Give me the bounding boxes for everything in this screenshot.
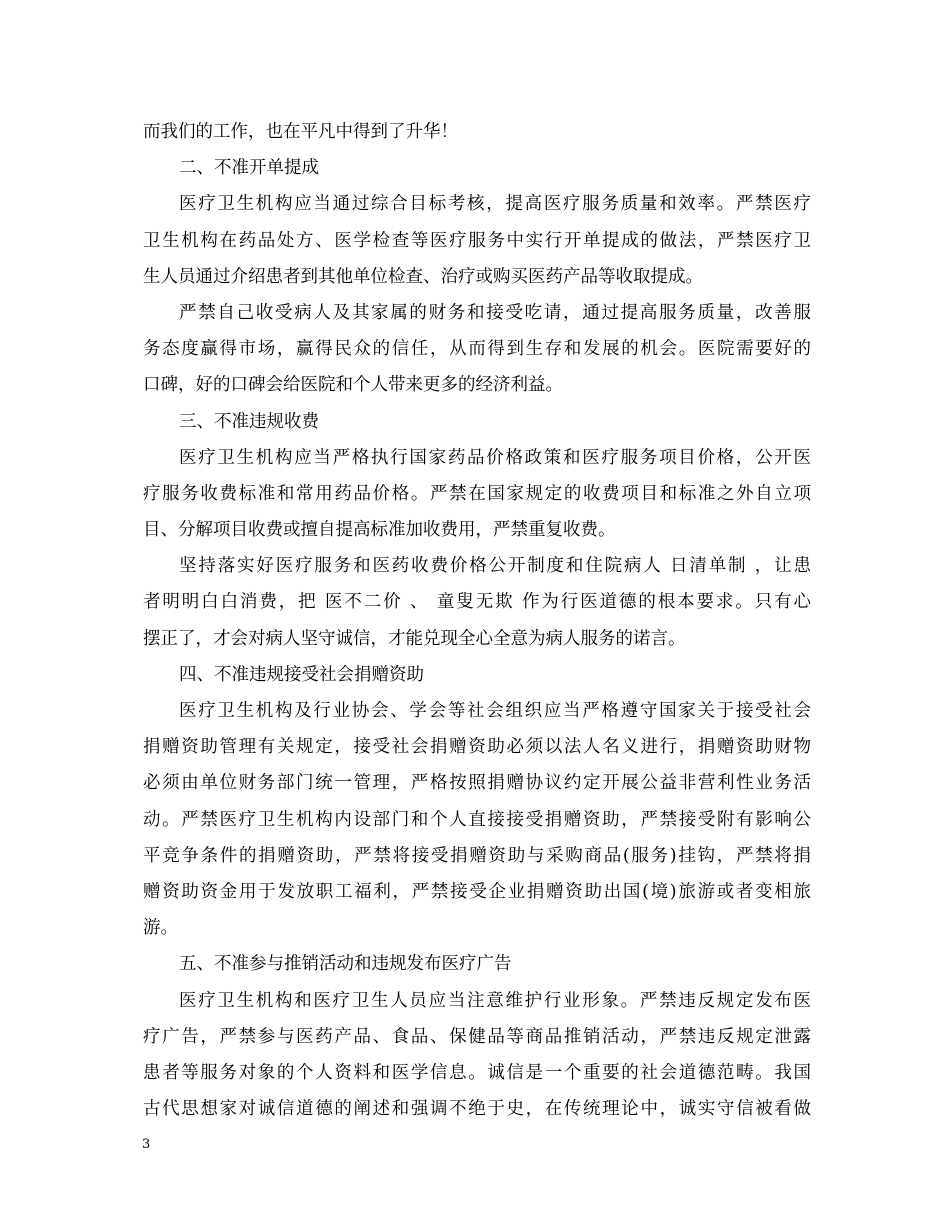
- text-line: 赠资助资金用于发放职工福利，严禁接受企业捐赠资助出国(境)旅游或者变相旅: [143, 881, 811, 902]
- text-line: 三、不准违规收费: [179, 411, 319, 432]
- text-line: 生人员通过介绍患者到其他单位检查、治疗或购买医药产品等收取提成。: [143, 266, 703, 287]
- text-line: 五、不准参与推销活动和违规发布医疗广告: [179, 954, 512, 975]
- text-line: 医疗卫生机构及行业协会、学会等社会组织应当严格遵守国家关于接受社会: [179, 701, 811, 721]
- text-line: 目、分解项目收费或擅自提高标准加收费用，严禁重复收费。: [143, 520, 616, 541]
- text-line: 卫生机构在药品处方、医学检查等医疗服务中实行开单提成的做法，严禁医疗卫: [143, 230, 811, 251]
- text-line: 医疗卫生机构应当通过综合目标考核，提高医疗服务质量和效率。严禁医疗: [179, 194, 811, 215]
- text-line: 医疗卫生机构和医疗卫生人员应当注意维护行业形象。严禁违反规定发布医: [179, 990, 811, 1011]
- document-body: [143, 114, 811, 1127]
- text-line: 医疗卫生机构应当严格执行国家药品价格政策和医疗服务项目价格，公开医: [179, 447, 811, 468]
- page-number: 3: [142, 1137, 151, 1152]
- text-line: 游。: [143, 918, 178, 939]
- text-line: 二、不准开单提成: [179, 158, 319, 179]
- text-line: 坚持落实好医疗服务和医药收费价格公开制度和住院病人 日清单制 ，让患: [179, 556, 811, 577]
- text-line: 捐赠资助管理有关规定，接受社会捐赠资助必须以法人名义进行，捐赠资助财物: [143, 737, 811, 758]
- text-line: 摆正了，才会对病人坚守诚信，才能兑现全心全意为病人服务的诺言。: [143, 628, 686, 649]
- text-line: 口碑，好的口碑会给医院和个人带来更多的经济利益。: [143, 375, 563, 396]
- text-line: 疗服务收费标准和常用药品价格。严禁在国家规定的收费项目和标准之外自立项: [143, 483, 811, 504]
- text-line: 严禁自己收受病人及其家属的财务和接受吃请，通过提高服务质量，改善服: [179, 302, 811, 323]
- text-line: 疗广告，严禁参与医药产品、食品、保健品等商品推销活动，严禁违反规定泄露: [143, 1026, 811, 1047]
- text-line: 务态度赢得市场，赢得民众的信任，从而得到生存和发展的机会。医院需要好的: [143, 339, 811, 360]
- text-line: 四、不准违规接受社会捐赠资助: [179, 664, 424, 685]
- text-line: 平竞争条件的捐赠资助，严禁将接受捐赠资助与采购商品(服务)挂钩，严禁将捐: [143, 845, 811, 866]
- text-line: 患者等服务对象的个人资料和医学信息。诚信是一个重要的社会道德范畴。我国: [143, 1062, 811, 1083]
- text-line: 古代思想家对诚信道德的阐述和强调不绝于史，在传统理论中，诚实守信被看做: [143, 1099, 811, 1120]
- text-line: 者明明白白消费，把 医不二价 、 童叟无欺 作为行医道德的根本要求。只有心: [143, 592, 811, 613]
- text-line: 而我们的工作，也在平凡中得到了升华！: [143, 122, 458, 142]
- text-line: 动。严禁医疗卫生机构内设部门和个人直接接受捐赠资助，严禁接受附有影响公: [143, 809, 811, 830]
- text-line: 必须由单位财务部门统一管理，严格按照捐赠协议约定开展公益非营利性业务活: [143, 773, 811, 794]
